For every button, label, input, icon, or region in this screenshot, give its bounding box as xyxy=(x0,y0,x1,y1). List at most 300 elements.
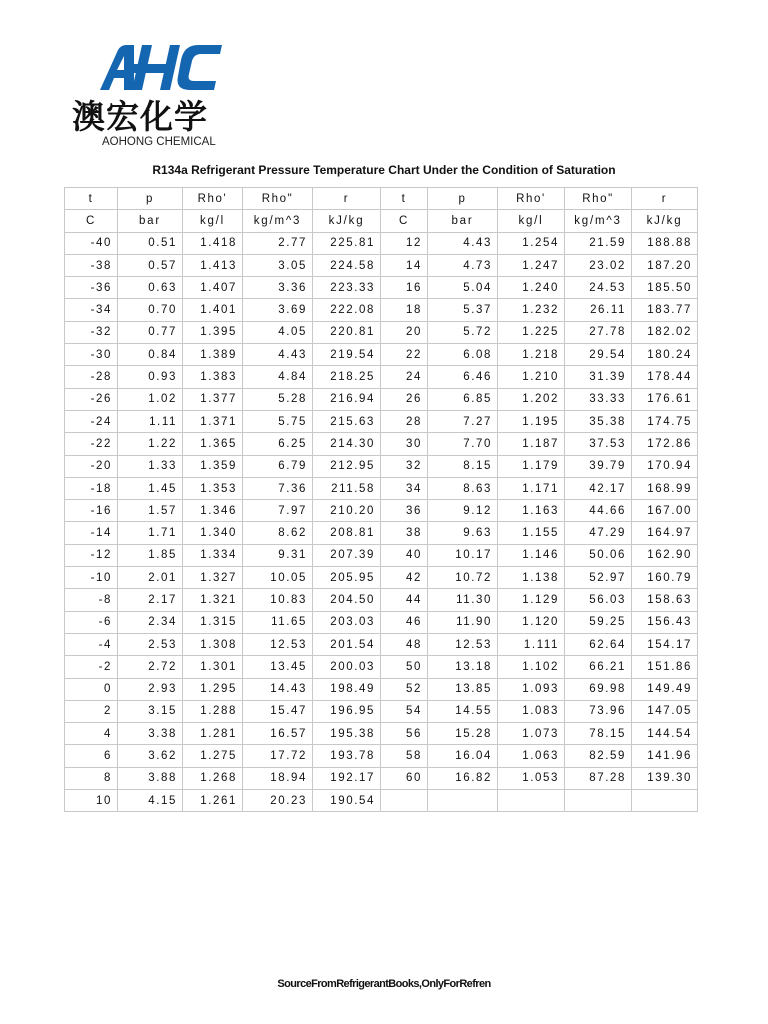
table-row xyxy=(65,522,698,544)
table-cell: 12 xyxy=(381,232,428,254)
table-row xyxy=(65,500,698,522)
table-cell: 7.70 xyxy=(428,433,498,455)
table-cell: -38 xyxy=(65,254,118,276)
table-cell: 178.44 xyxy=(632,366,698,388)
table-cell: 1.295 xyxy=(183,678,243,700)
company-logo xyxy=(72,44,252,149)
table-cell: 16.57 xyxy=(243,723,313,745)
table-cell xyxy=(632,790,698,812)
header-cell: t xyxy=(65,188,118,210)
table-row xyxy=(65,767,698,789)
table-cell: 4.84 xyxy=(243,366,313,388)
table-cell: 8 xyxy=(65,767,118,789)
table-cell: 144.54 xyxy=(632,723,698,745)
table-cell: 7.36 xyxy=(243,477,313,499)
table-cell: 26.11 xyxy=(565,299,632,321)
table-cell: 12.53 xyxy=(243,633,313,655)
table-cell: 18 xyxy=(381,299,428,321)
table-cell: 1.063 xyxy=(498,745,565,767)
table-cell: 14 xyxy=(381,254,428,276)
table-row xyxy=(65,723,698,745)
table-row xyxy=(65,589,698,611)
table-cell: 1.138 xyxy=(498,567,565,589)
table-cell: 1.129 xyxy=(498,589,565,611)
table-cell: 4.05 xyxy=(243,321,313,343)
table-cell: 5.72 xyxy=(428,321,498,343)
table-cell: 6.85 xyxy=(428,388,498,410)
table-row xyxy=(65,232,698,254)
table-cell: 11.30 xyxy=(428,589,498,611)
table-cell: 56.03 xyxy=(565,589,632,611)
table-cell: 0.51 xyxy=(118,232,183,254)
table-cell xyxy=(498,790,565,812)
unit-cell: kg/m^3 xyxy=(243,210,313,232)
table-cell: 1.093 xyxy=(498,678,565,700)
table-header-row xyxy=(65,188,698,210)
table-cell: 168.99 xyxy=(632,477,698,499)
table-cell: 37.53 xyxy=(565,433,632,455)
table-cell: 42 xyxy=(381,567,428,589)
table-cell: 0.84 xyxy=(118,344,183,366)
table-cell: 2.93 xyxy=(118,678,183,700)
table-cell: 50.06 xyxy=(565,544,632,566)
table-cell: -18 xyxy=(65,477,118,499)
logo-chinese-name: 澳宏化学 xyxy=(72,97,208,136)
table-cell: 1.288 xyxy=(183,700,243,722)
table-cell: 1.334 xyxy=(183,544,243,566)
table-cell: 4.43 xyxy=(428,232,498,254)
table-row xyxy=(65,745,698,767)
table-cell: 1.225 xyxy=(498,321,565,343)
table-cell: 30 xyxy=(381,433,428,455)
table-row xyxy=(65,366,698,388)
table-cell: 52.97 xyxy=(565,567,632,589)
table-cell: 4.43 xyxy=(243,344,313,366)
table-cell: 1.146 xyxy=(498,544,565,566)
table-cell: 182.02 xyxy=(632,321,698,343)
table-cell: 211.58 xyxy=(313,477,381,499)
table-cell: -40 xyxy=(65,232,118,254)
table-cell: 2 xyxy=(65,700,118,722)
table-cell: 4.15 xyxy=(118,790,183,812)
unit-cell: kg/l xyxy=(498,210,565,232)
table-cell: 3.88 xyxy=(118,767,183,789)
table-cell: -22 xyxy=(65,433,118,455)
table-cell: 210.20 xyxy=(313,500,381,522)
table-cell: 3.69 xyxy=(243,299,313,321)
table-cell: -14 xyxy=(65,522,118,544)
table-cell: 3.36 xyxy=(243,277,313,299)
table-cell: 32 xyxy=(381,455,428,477)
table-cell: 183.77 xyxy=(632,299,698,321)
table-cell: 1.232 xyxy=(498,299,565,321)
table-cell: 16 xyxy=(381,277,428,299)
table-cell: 218.25 xyxy=(313,366,381,388)
table-row xyxy=(65,433,698,455)
table-cell: -36 xyxy=(65,277,118,299)
table-cell: 1.275 xyxy=(183,745,243,767)
table-cell: 198.49 xyxy=(313,678,381,700)
unit-cell: C xyxy=(381,210,428,232)
table-cell: 1.407 xyxy=(183,277,243,299)
table-row xyxy=(65,544,698,566)
table-cell: 3.62 xyxy=(118,745,183,767)
table-cell: -2 xyxy=(65,656,118,678)
table-cell: 180.24 xyxy=(632,344,698,366)
table-cell: 203.03 xyxy=(313,611,381,633)
table-cell: 36 xyxy=(381,500,428,522)
table-cell: 214.30 xyxy=(313,433,381,455)
table-cell: 1.171 xyxy=(498,477,565,499)
table-cell: 1.111 xyxy=(498,633,565,655)
table-cell: 13.45 xyxy=(243,656,313,678)
table-cell: 1.413 xyxy=(183,254,243,276)
table-cell: 11.65 xyxy=(243,611,313,633)
table-cell: 40 xyxy=(381,544,428,566)
ahc-logo-mark xyxy=(98,44,224,92)
table-cell: 28 xyxy=(381,410,428,432)
table-cell: 15.47 xyxy=(243,700,313,722)
table-cell: -10 xyxy=(65,567,118,589)
table-cell: 216.94 xyxy=(313,388,381,410)
table-cell: 9.12 xyxy=(428,500,498,522)
table-cell: 8.62 xyxy=(243,522,313,544)
table-cell: 1.401 xyxy=(183,299,243,321)
table-cell: 187.20 xyxy=(632,254,698,276)
table-cell: 1.073 xyxy=(498,723,565,745)
unit-cell: kJ/kg xyxy=(632,210,698,232)
table-cell: 87.28 xyxy=(565,767,632,789)
table-cell: 1.02 xyxy=(118,388,183,410)
table-cell: 14.55 xyxy=(428,700,498,722)
table-cell: 82.59 xyxy=(565,745,632,767)
header-cell: p xyxy=(118,188,183,210)
table-row xyxy=(65,410,698,432)
logo-english-name: AOHONG CHEMICAL xyxy=(102,136,216,148)
table-cell: 3.05 xyxy=(243,254,313,276)
table-cell: 9.31 xyxy=(243,544,313,566)
table-cell: 1.85 xyxy=(118,544,183,566)
table-cell: 1.45 xyxy=(118,477,183,499)
table-cell: -8 xyxy=(65,589,118,611)
table-cell: 1.371 xyxy=(183,410,243,432)
table-cell: 208.81 xyxy=(313,522,381,544)
table-cell: 156.43 xyxy=(632,611,698,633)
table-cell: 73.96 xyxy=(565,700,632,722)
table-cell: 158.63 xyxy=(632,589,698,611)
table-cell: 223.33 xyxy=(313,277,381,299)
table-cell: 201.54 xyxy=(313,633,381,655)
table-row xyxy=(65,790,698,812)
table-cell: 1.281 xyxy=(183,723,243,745)
table-cell: 27.78 xyxy=(565,321,632,343)
table-cell: 6.79 xyxy=(243,455,313,477)
table-cell: 10.83 xyxy=(243,589,313,611)
table-cell: 1.301 xyxy=(183,656,243,678)
table-cell: 164.97 xyxy=(632,522,698,544)
table-cell: 5.28 xyxy=(243,388,313,410)
table-cell: 6.46 xyxy=(428,366,498,388)
table-cell: 0.93 xyxy=(118,366,183,388)
unit-cell: kJ/kg xyxy=(313,210,381,232)
table-cell: 154.17 xyxy=(632,633,698,655)
table-cell: 141.96 xyxy=(632,745,698,767)
unit-cell: bar xyxy=(118,210,183,232)
table-cell: 17.72 xyxy=(243,745,313,767)
table-cell: 52 xyxy=(381,678,428,700)
table-cell: 44 xyxy=(381,589,428,611)
table-cell: 1.083 xyxy=(498,700,565,722)
table-cell: 8.63 xyxy=(428,477,498,499)
table-cell: 1.353 xyxy=(183,477,243,499)
table-cell: -24 xyxy=(65,410,118,432)
table-cell xyxy=(565,790,632,812)
chart-title: R134a Refrigerant Pressure Temperature Chart Under the Condition of Saturation xyxy=(152,163,616,177)
table-cell: 6.08 xyxy=(428,344,498,366)
table-row xyxy=(65,254,698,276)
table-cell: -34 xyxy=(65,299,118,321)
table-cell: 12.53 xyxy=(428,633,498,655)
table-row xyxy=(65,388,698,410)
table-cell: 15.28 xyxy=(428,723,498,745)
table-cell: 29.54 xyxy=(565,344,632,366)
table-cell: 196.95 xyxy=(313,700,381,722)
table-cell: 1.187 xyxy=(498,433,565,455)
table-cell: 0.77 xyxy=(118,321,183,343)
table-cell: 204.50 xyxy=(313,589,381,611)
table-cell: 24 xyxy=(381,366,428,388)
table-cell: 188.88 xyxy=(632,232,698,254)
table-cell: 0.70 xyxy=(118,299,183,321)
table-cell: 26 xyxy=(381,388,428,410)
table-cell: 24.53 xyxy=(565,277,632,299)
table-cell: 10.72 xyxy=(428,567,498,589)
table-body xyxy=(65,232,698,812)
table-cell: 21.59 xyxy=(565,232,632,254)
header-cell: r xyxy=(632,188,698,210)
table-cell: 162.90 xyxy=(632,544,698,566)
table-cell: 44.66 xyxy=(565,500,632,522)
table-cell: 1.155 xyxy=(498,522,565,544)
table-cell: 7.27 xyxy=(428,410,498,432)
table-cell: 2.01 xyxy=(118,567,183,589)
saturation-table xyxy=(64,187,698,812)
table-cell: -26 xyxy=(65,388,118,410)
table-cell: 1.11 xyxy=(118,410,183,432)
unit-cell: bar xyxy=(428,210,498,232)
table-cell: -20 xyxy=(65,455,118,477)
table-cell: 190.54 xyxy=(313,790,381,812)
unit-cell: kg/l xyxy=(183,210,243,232)
table-cell: 1.33 xyxy=(118,455,183,477)
table-cell: 1.327 xyxy=(183,567,243,589)
table-cell: 149.49 xyxy=(632,678,698,700)
table-cell: 69.98 xyxy=(565,678,632,700)
ahc-logo-graphic xyxy=(98,44,224,92)
table-cell: 39.79 xyxy=(565,455,632,477)
table-cell: 1.321 xyxy=(183,589,243,611)
table-cell: 13.18 xyxy=(428,656,498,678)
table-cell: 59.25 xyxy=(565,611,632,633)
table-cell: -28 xyxy=(65,366,118,388)
table-cell: 14.43 xyxy=(243,678,313,700)
table-row xyxy=(65,567,698,589)
table-cell: 34 xyxy=(381,477,428,499)
table-cell: 207.39 xyxy=(313,544,381,566)
table-cell: 66.21 xyxy=(565,656,632,678)
table-cell: 2.77 xyxy=(243,232,313,254)
table-cell: -32 xyxy=(65,321,118,343)
table-row xyxy=(65,277,698,299)
table-row xyxy=(65,611,698,633)
table-cell: 1.120 xyxy=(498,611,565,633)
table-cell: 23.02 xyxy=(565,254,632,276)
table-cell: 1.163 xyxy=(498,500,565,522)
table-cell: 56 xyxy=(381,723,428,745)
table-cell: 16.04 xyxy=(428,745,498,767)
table-cell: 20.23 xyxy=(243,790,313,812)
table-cell: 35.38 xyxy=(565,410,632,432)
table-cell: 212.95 xyxy=(313,455,381,477)
table-cell: 9.63 xyxy=(428,522,498,544)
table-cell xyxy=(381,790,428,812)
table-cell: 219.54 xyxy=(313,344,381,366)
table-cell: 200.03 xyxy=(313,656,381,678)
table-units-row xyxy=(65,210,698,232)
table-cell: 2.17 xyxy=(118,589,183,611)
table-cell: 10.05 xyxy=(243,567,313,589)
table-cell: 2.53 xyxy=(118,633,183,655)
table-cell: 33.33 xyxy=(565,388,632,410)
table-cell: 1.346 xyxy=(183,500,243,522)
table-cell: 1.71 xyxy=(118,522,183,544)
table-cell: 1.365 xyxy=(183,433,243,455)
table-cell: 50 xyxy=(381,656,428,678)
table-cell: 0.63 xyxy=(118,277,183,299)
table-cell: 10.17 xyxy=(428,544,498,566)
header-cell: Rho" xyxy=(565,188,632,210)
table-cell: -4 xyxy=(65,633,118,655)
table-cell: 0 xyxy=(65,678,118,700)
table-cell: 1.254 xyxy=(498,232,565,254)
table-cell: 1.389 xyxy=(183,344,243,366)
table-cell: 172.86 xyxy=(632,433,698,455)
table-row xyxy=(65,656,698,678)
table-cell: 1.261 xyxy=(183,790,243,812)
table-cell: -6 xyxy=(65,611,118,633)
table-cell: 6 xyxy=(65,745,118,767)
header-cell: t xyxy=(381,188,428,210)
table-row xyxy=(65,344,698,366)
table-cell: 1.57 xyxy=(118,500,183,522)
table-cell: 3.38 xyxy=(118,723,183,745)
table-cell: 0.57 xyxy=(118,254,183,276)
table-cell: 1.308 xyxy=(183,633,243,655)
source-footnote: SourceFromRefrigerantBooks,OnlyForRefren xyxy=(277,978,491,990)
table-cell: 139.30 xyxy=(632,767,698,789)
table-cell: 1.240 xyxy=(498,277,565,299)
table-cell: 31.39 xyxy=(565,366,632,388)
table-cell: 1.247 xyxy=(498,254,565,276)
table-cell: 46 xyxy=(381,611,428,633)
table-cell: 174.75 xyxy=(632,410,698,432)
table-cell: 185.50 xyxy=(632,277,698,299)
table-cell: 220.81 xyxy=(313,321,381,343)
table-cell: 176.61 xyxy=(632,388,698,410)
table-row xyxy=(65,299,698,321)
table-cell: 18.94 xyxy=(243,767,313,789)
table-cell: 62.64 xyxy=(565,633,632,655)
table-cell: 1.340 xyxy=(183,522,243,544)
table-cell: 16.82 xyxy=(428,767,498,789)
table-row xyxy=(65,321,698,343)
table-cell: 58 xyxy=(381,745,428,767)
table-cell: 48 xyxy=(381,633,428,655)
table-cell: 4.73 xyxy=(428,254,498,276)
table-cell: 195.38 xyxy=(313,723,381,745)
table-row xyxy=(65,633,698,655)
header-cell: Rho" xyxy=(243,188,313,210)
table-cell: 192.17 xyxy=(313,767,381,789)
table-cell: 205.95 xyxy=(313,567,381,589)
table-cell: 7.97 xyxy=(243,500,313,522)
table-cell: 215.63 xyxy=(313,410,381,432)
table-cell: 10 xyxy=(65,790,118,812)
table-cell: 1.218 xyxy=(498,344,565,366)
table-cell: 1.359 xyxy=(183,455,243,477)
unit-cell: C xyxy=(65,210,118,232)
table-cell: 2.72 xyxy=(118,656,183,678)
table-cell: 1.102 xyxy=(498,656,565,678)
table-cell: 20 xyxy=(381,321,428,343)
table-cell: 1.053 xyxy=(498,767,565,789)
table-cell: 222.08 xyxy=(313,299,381,321)
table-cell: 1.210 xyxy=(498,366,565,388)
table-cell: 1.195 xyxy=(498,410,565,432)
table-cell: -16 xyxy=(65,500,118,522)
table-cell: 78.15 xyxy=(565,723,632,745)
table-cell: 1.315 xyxy=(183,611,243,633)
table-cell: 54 xyxy=(381,700,428,722)
table-cell: 225.81 xyxy=(313,232,381,254)
table-cell: 151.86 xyxy=(632,656,698,678)
table-cell: 3.15 xyxy=(118,700,183,722)
table-cell: 1.395 xyxy=(183,321,243,343)
table-cell: 1.377 xyxy=(183,388,243,410)
table-cell: 22 xyxy=(381,344,428,366)
table-cell: -12 xyxy=(65,544,118,566)
table-cell: 193.78 xyxy=(313,745,381,767)
table-cell: 4 xyxy=(65,723,118,745)
table-cell: 167.00 xyxy=(632,500,698,522)
table-row xyxy=(65,455,698,477)
table-cell: 1.268 xyxy=(183,767,243,789)
table-cell: 5.04 xyxy=(428,277,498,299)
table-cell: 42.17 xyxy=(565,477,632,499)
table-row xyxy=(65,700,698,722)
header-cell: p xyxy=(428,188,498,210)
header-cell: r xyxy=(313,188,381,210)
table-cell: 1.179 xyxy=(498,455,565,477)
table-cell: -30 xyxy=(65,344,118,366)
table-cell: 13.85 xyxy=(428,678,498,700)
table-cell: 160.79 xyxy=(632,567,698,589)
header-cell: Rho' xyxy=(183,188,243,210)
table-cell: 1.202 xyxy=(498,388,565,410)
table-cell: 1.22 xyxy=(118,433,183,455)
table-cell: 170.94 xyxy=(632,455,698,477)
table-row xyxy=(65,678,698,700)
